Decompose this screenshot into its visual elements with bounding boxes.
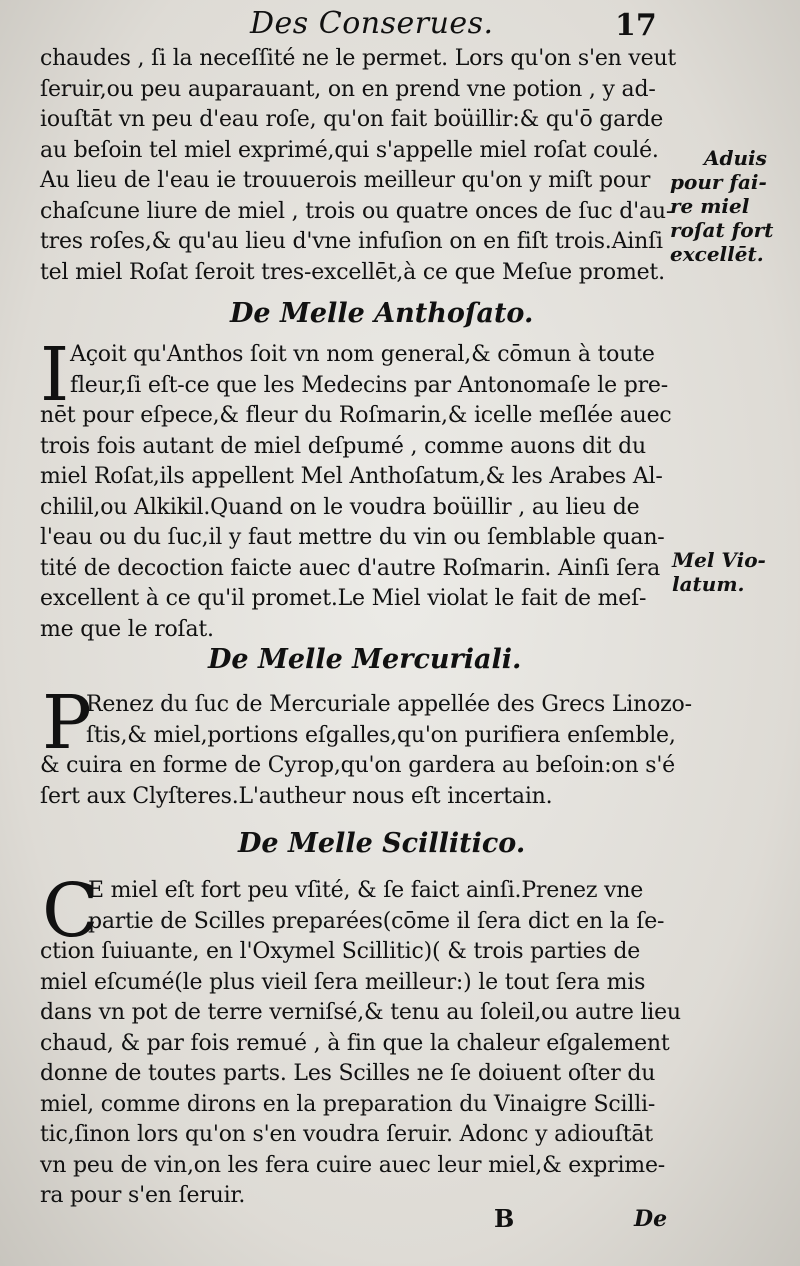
section-heading-scillitico: De Melle Scillitico. [238, 828, 526, 859]
section-heading-mercuriali: De Melle Mercuriali. [208, 644, 522, 675]
text-line: chilil,ou Alkikil.Quand on le voudra boüillir , au lieu de [40, 494, 640, 520]
text-line: tic,ſinon lors qu'on s'en voudra ſeruir. Adonc y adiouſtāt [40, 1122, 653, 1147]
catchword: De [634, 1206, 668, 1232]
margin-note-line: Aduis [704, 146, 767, 170]
margin-note-line: Mel Vio- [672, 548, 766, 572]
text-line: ſeruir,ou peu auparauant, on en prend vne potion , y ad- [40, 76, 656, 102]
signature-mark: B [494, 1204, 515, 1233]
margin-note-aduis [670, 146, 773, 266]
text-line: dans vn pot de terre verniſsé,& tenu au ſoleil,ou autre lieu [40, 1000, 681, 1025]
drop-cap: P [42, 680, 92, 766]
text-line: ction ſuiuante, en l'Oxymel Scillitic)( & trois parties de [40, 939, 641, 964]
text-line: Açoit qu'Anthos ſoit vn nom general,& cōmun à toute [70, 342, 655, 367]
mercuriali-paragraph [40, 690, 692, 812]
text-line: au beſoin tel miel exprimé,qui s'appelle miel roſat coulé. [40, 137, 659, 163]
text-line: tel miel Roſat ſeroit tres-excellēt,à ce que Meſue promet. [40, 259, 665, 285]
text-line: miel Roſat,ils appellent Mel Anthoſatum,& les Arabes Al- [40, 464, 663, 489]
text-line: chaſcune liure de miel , trois ou quatre onces de ſuc d'au- [40, 198, 674, 224]
scillitico-paragraph [40, 868, 681, 1212]
text-line: Au lieu de l'eau ie trouuerois meilleur qu'on y miſt pour [40, 168, 651, 193]
margin-note-line: re miel [670, 194, 750, 218]
margin-note-line: pour fai- [670, 170, 767, 194]
margin-note-line: roſat fort [670, 218, 774, 242]
margin-note-mel-violatum [672, 548, 766, 596]
text-line: ſtis,& miel,portions eſgalles,qu'on purifiera enſemble, [86, 722, 676, 748]
text-line: Renez du ſuc de Mercuriale appellée des Grecs Linozo- [86, 692, 692, 717]
text-line: excellent à ce qu'il promet.Le Miel violat le fait de meſ- [40, 586, 647, 611]
text-line: chaud, & par fois remué , à fin que la chaleur eſgalement [40, 1030, 670, 1056]
page-header [0, 4, 800, 44]
text-line: trois fois autant de miel deſpumé , comme auons dit du [40, 433, 646, 459]
text-line: iouſtāt vn peu d'eau roſe, qu'on fait boüillir:& qu'ō garde [40, 107, 664, 132]
running-title: Des Conserues. [250, 6, 494, 41]
drop-cap: C [42, 868, 99, 954]
continuation-paragraph [40, 44, 677, 288]
drop-cap: I [40, 332, 70, 418]
section-heading-anthosato: De Melle Anthoſato. [230, 298, 534, 329]
text-line: tité de decoction faicte auec d'autre Roſmarin. Ainſi ſera [40, 555, 661, 581]
text-line: tres roſes,& qu'au lieu d'vne infuſion on en fiſt trois.Ainſi [40, 229, 663, 254]
anthosato-paragraph [40, 332, 672, 645]
margin-note-line: excellēt. [670, 242, 764, 266]
text-line: ra pour s'en ſeruir. [40, 1183, 246, 1208]
text-line: vn peu de vin,on les fera cuire auec leur miel,& exprime- [40, 1152, 666, 1178]
text-line: ſert aux Clyſteres.L'autheur nous eſt incertain. [40, 783, 553, 809]
text-line: miel eſcumé(le plus vieil ſera meilleur:) le tout ſera mis [40, 969, 646, 995]
page-number: 17 [615, 8, 657, 43]
text-line: donne de toutes parts. Les Scilles ne ſe doiuent oſter du [40, 1061, 656, 1086]
text-line: & cuira en forme de Cyrop,qu'on gardera au beſoin:on s'é [40, 753, 675, 778]
text-line: E miel eſt fort peu vſité, & ſe faict ainſi.Prenez vne [88, 878, 644, 903]
text-line: miel, comme dirons en la preparation du Vinaigre Scilli- [40, 1091, 656, 1117]
text-line: nēt pour eſpece,& fleur du Roſmarin,& icelle meſlée auec [40, 403, 672, 428]
text-line: chaudes , ſi la neceſſité ne le permet. Lors qu'on s'en veut [40, 46, 677, 71]
text-line: partie de Scilles preparées(cōme il ſera dict en la ſe- [88, 908, 665, 934]
margin-note-line: latum. [672, 572, 745, 596]
text-line: me que le roſat. [40, 616, 214, 642]
text-line: fleur,ſi eſt-ce que les Medecins par Antonomaſe le pre- [70, 372, 668, 398]
text-line: l'eau ou du ſuc,il y faut mettre du vin ou ſemblable quan- [40, 525, 665, 550]
